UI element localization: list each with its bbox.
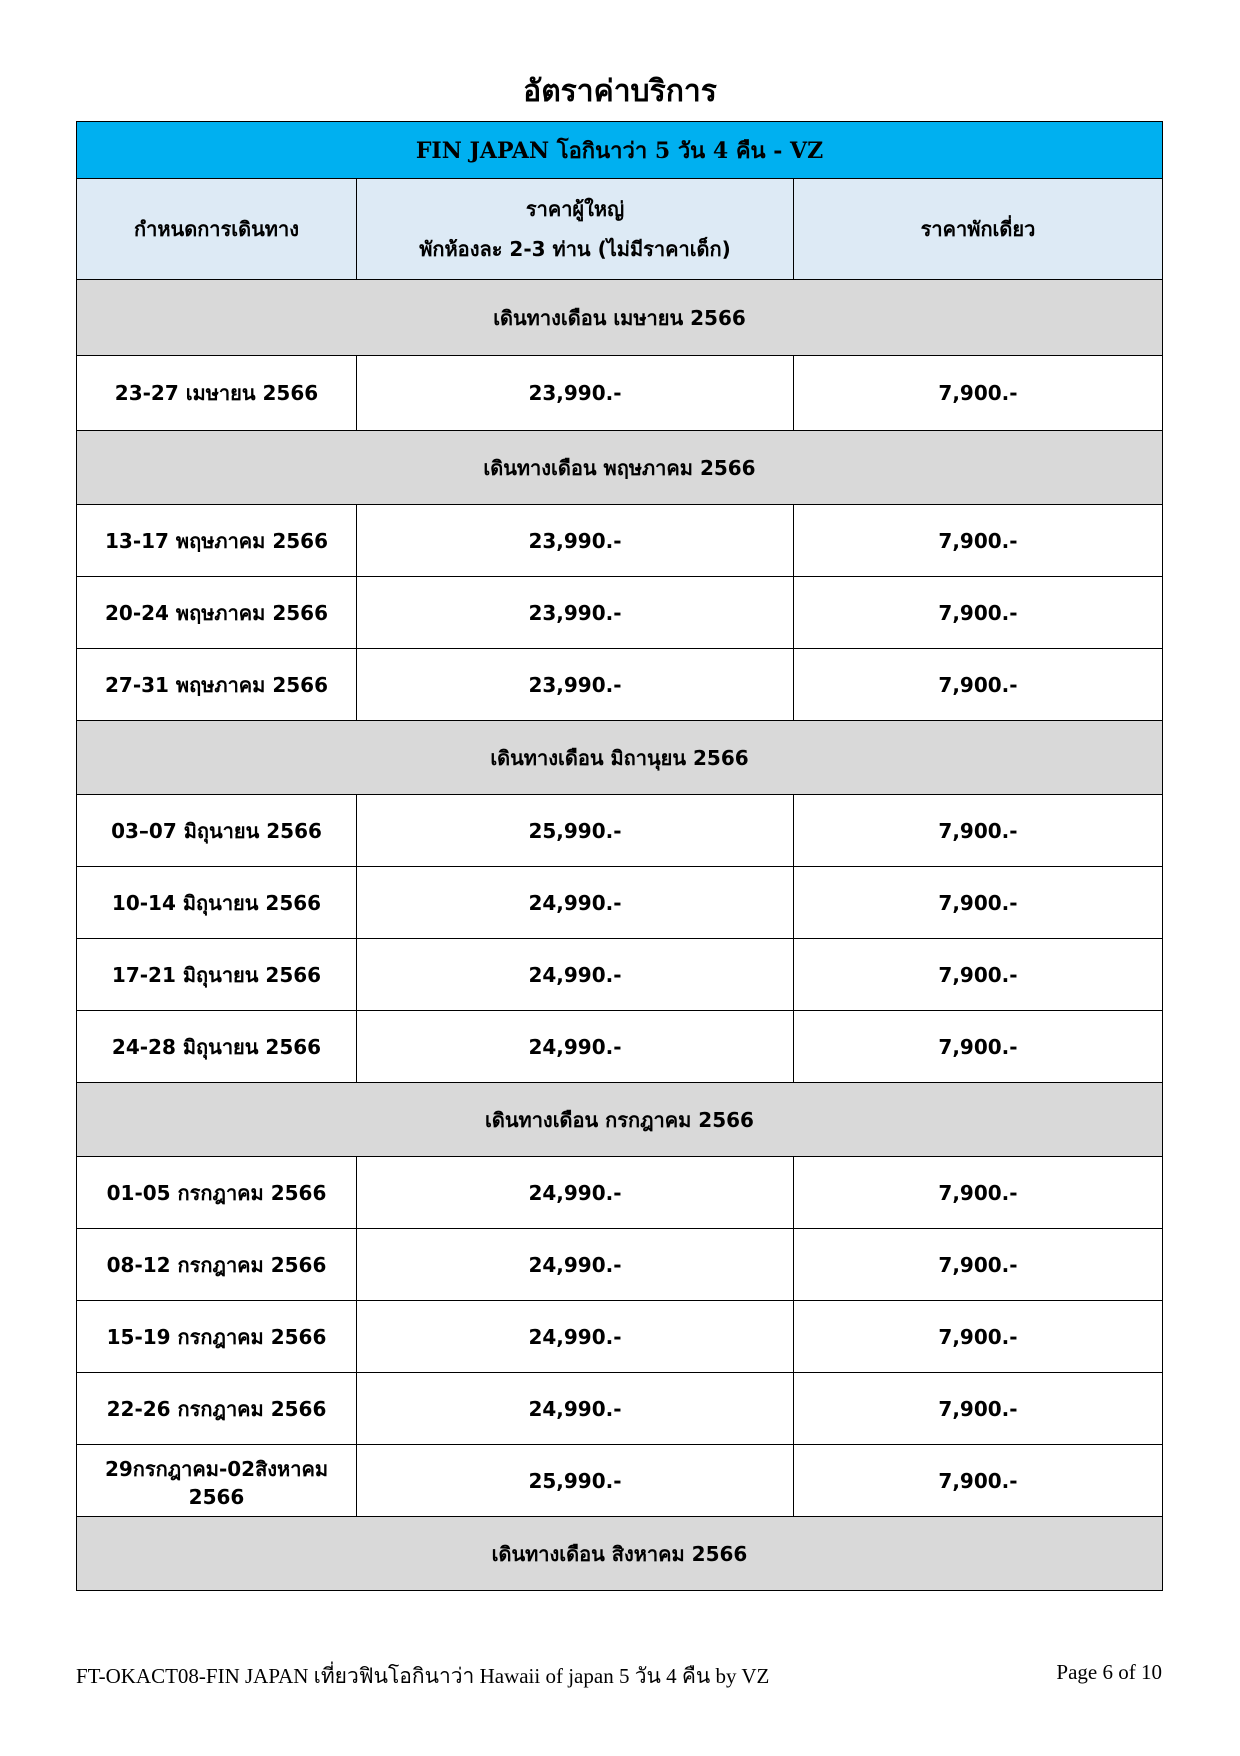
adult-price-cell: 24,990.- [357,1229,794,1301]
travel-date-cell: 13-17 พฤษภาคม 2566 [77,505,357,577]
adult-price-cell: 24,990.- [357,1011,794,1083]
single-price-cell: 7,900.- [794,867,1163,939]
travel-date-cell: 22-26 กรกฎาคม 2566 [77,1373,357,1445]
table-row [77,1373,1163,1445]
adult-price-cell: 24,990.- [357,1157,794,1229]
rates-table [76,121,1163,1591]
table-row [77,939,1163,1011]
month-row [77,280,1163,356]
month-row [77,1517,1163,1591]
single-price-cell: 7,900.- [794,795,1163,867]
page-title: อัตราค่าบริการ [523,74,717,109]
adult-price-cell: 23,990.- [357,505,794,577]
adult-price-cell: 23,990.- [357,577,794,649]
adult-price-cell: 24,990.- [357,1373,794,1445]
month-label: เดินทางเดือน พฤษภาคม 2566 [77,431,1163,505]
table-header-row [77,179,1163,280]
single-price-cell: 7,900.- [794,1011,1163,1083]
month-label: เดินทางเดือน เมษายน 2566 [77,280,1163,356]
month-row [77,1083,1163,1157]
adult-price-cell: 24,990.- [357,1301,794,1373]
table-row [77,1011,1163,1083]
travel-date-cell: 03–07 มิถุนายน 2566 [77,795,357,867]
table-row [77,505,1163,577]
travel-date-cell: 20-24 พฤษภาคม 2566 [77,577,357,649]
table-row [77,867,1163,939]
travel-date-cell: 15-19 กรกฎาคม 2566 [77,1301,357,1373]
single-price-cell: 7,900.- [794,356,1163,431]
travel-date-cell: 17-21 มิถุนายน 2566 [77,939,357,1011]
footer-document-code: FT-OKACT08-FIN JAPAN เที่ยวฟินโอกินาว่า Hawaii of japan 5 วัน 4 คืน by VZ [76,1664,770,1688]
table-row [77,1157,1163,1229]
month-label: เดินทางเดือน สิงหาคม 2566 [77,1517,1163,1591]
month-row [77,721,1163,795]
single-price-cell: 7,900.- [794,1157,1163,1229]
header-single-price: ราคาพักเดี่ยว [794,179,1163,280]
header-adult-price [357,179,794,280]
travel-date-cell: 23-27 เมษายน 2566 [77,356,357,431]
table-row [77,795,1163,867]
single-price-cell: 7,900.- [794,939,1163,1011]
header-adult-price-line2: พักห้องละ 2-3 ท่าน (ไม่มีราคาเด็ก) [419,237,731,261]
table-row [77,1445,1163,1517]
header-adult-price-line1: ราคาผู้ใหญ่ [525,197,625,221]
adult-price-cell: 24,990.- [357,867,794,939]
table-banner: FIN JAPAN โอกินาว่า 5 วัน 4 คืน - VZ [77,122,1163,179]
table-row [77,649,1163,721]
single-price-cell: 7,900.- [794,577,1163,649]
month-row [77,431,1163,505]
table-row [77,1229,1163,1301]
travel-date-cell: 10-14 มิถุนายน 2566 [77,867,357,939]
adult-price-cell: 23,990.- [357,649,794,721]
adult-price-cell: 24,990.- [357,939,794,1011]
single-price-cell: 7,900.- [794,649,1163,721]
month-label: เดินทางเดือน กรกฎาคม 2566 [77,1083,1163,1157]
table-banner-row [77,122,1163,179]
table-row [77,577,1163,649]
single-price-cell: 7,900.- [794,1229,1163,1301]
travel-date-cell: 27-31 พฤษภาคม 2566 [77,649,357,721]
travel-date-cell: 01-05 กรกฎาคม 2566 [77,1157,357,1229]
travel-date-cell: 08-12 กรกฎาคม 2566 [77,1229,357,1301]
single-price-cell: 7,900.- [794,1373,1163,1445]
footer-page-number: Page 6 of 10 [1056,1660,1162,1684]
travel-date-cell: 24-28 มิถุนายน 2566 [77,1011,357,1083]
single-price-cell: 7,900.- [794,1301,1163,1373]
table-row [77,1301,1163,1373]
travel-date-cell: 29กรกฎาคม-02สิงหาคม 2566 [77,1445,357,1517]
header-travel-date: กำหนดการเดินทาง [77,179,357,280]
adult-price-cell: 25,990.- [357,795,794,867]
table-row [77,356,1163,431]
single-price-cell: 7,900.- [794,505,1163,577]
adult-price-cell: 25,990.- [357,1445,794,1517]
month-label: เดินทางเดือน มิถานุยน 2566 [77,721,1163,795]
adult-price-cell: 23,990.- [357,356,794,431]
single-price-cell: 7,900.- [794,1445,1163,1517]
